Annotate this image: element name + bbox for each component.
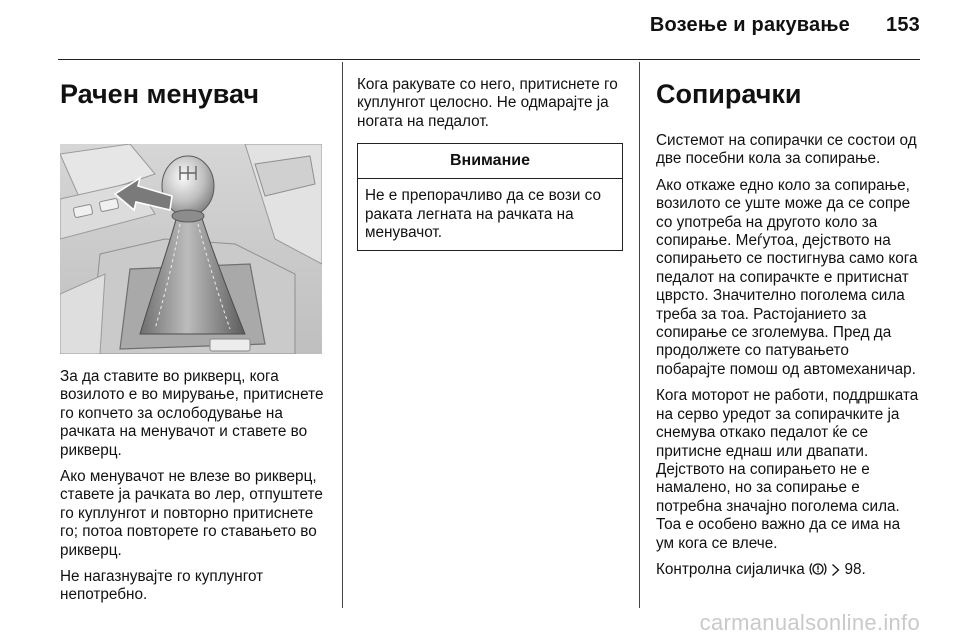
- clutch-usage-paragraph: Кога ракувате со него, притиснете го куплунгот целосно. Не одмарајте ја ногата на педалот.: [357, 76, 618, 130]
- warning-text: Не е препорачливо да се вози со раката легната на рачката на менувачот.: [365, 187, 601, 242]
- reverse-retry-paragraph: Ако менувачот не влезе во рикверц, ставете ја рачката во лер, отпуштете го куплунгот и повторно притиснете го; потоа повторете го ставањето во рикверц.: [60, 468, 323, 559]
- reference-prefix: Контролна сијаличка: [656, 560, 805, 578]
- column-divider-1: [342, 62, 343, 608]
- header-rule: [58, 59, 920, 60]
- brake-failure-paragraph: Ако откаже едно коло за сопирање, возилото се уште може да се сопре со употреба на другото коло за сопирање. Меѓутоа, дејството на сопирањето се постигнува само кога педалот на сопирачкте е притиснат цврсто. Значително поголема сила треба за тоа. Растојанието за сопирање се зголемува. Пред да продолжете со патувањето побарајте помош од автомеханичар.: [656, 176, 918, 378]
- warning-title: Внимание: [358, 144, 622, 179]
- page-reference-arrow-icon: [831, 563, 840, 582]
- brake-warning-light-icon: [809, 561, 827, 582]
- column-brakes: [656, 62, 922, 608]
- warning-light-reference: [656, 561, 922, 582]
- warning-box: [357, 143, 623, 251]
- reference-page: 98.: [844, 560, 866, 578]
- brakes-heading: Сопирачки: [656, 79, 802, 109]
- column-manual-gearbox: [60, 62, 326, 608]
- watermark-text: carmanualsonline.info: [699, 610, 920, 635]
- page-number: 153: [886, 14, 920, 36]
- section-title: Возење и ракување: [649, 14, 851, 36]
- manual-gearbox-heading: Рачен менувач: [60, 79, 260, 109]
- page-header: [650, 14, 920, 37]
- column-clutch-note: [357, 62, 623, 608]
- column-divider-2: [639, 62, 640, 608]
- gear-shift-illustration: [60, 144, 322, 354]
- gear-lever-image: [60, 144, 322, 354]
- engine-off-paragraph: Кога моторот не работи, поддршката на серво уредот за сопирачките ја снемува откако педалот ќе се притисне еднаш или двапати. Дејството на сопирањето не е намалено, но за сопирање е потребна значајно поголема сила. Тоа е особено важно да се има на ум кога се влече.: [656, 387, 919, 552]
- clutch-advice-paragraph: Не нагазнувајте го куплунгот непотребно.: [60, 568, 264, 604]
- brake-system-paragraph: Системот на сопирачки се состои од две посебни кола за сопирање.: [656, 132, 917, 168]
- reverse-gear-paragraph: За да ставите во рикверц, кога возилото е во мирување, притиснете го копчето за ослободување на рачката на менувачот и ставете во рикверц.: [60, 368, 324, 459]
